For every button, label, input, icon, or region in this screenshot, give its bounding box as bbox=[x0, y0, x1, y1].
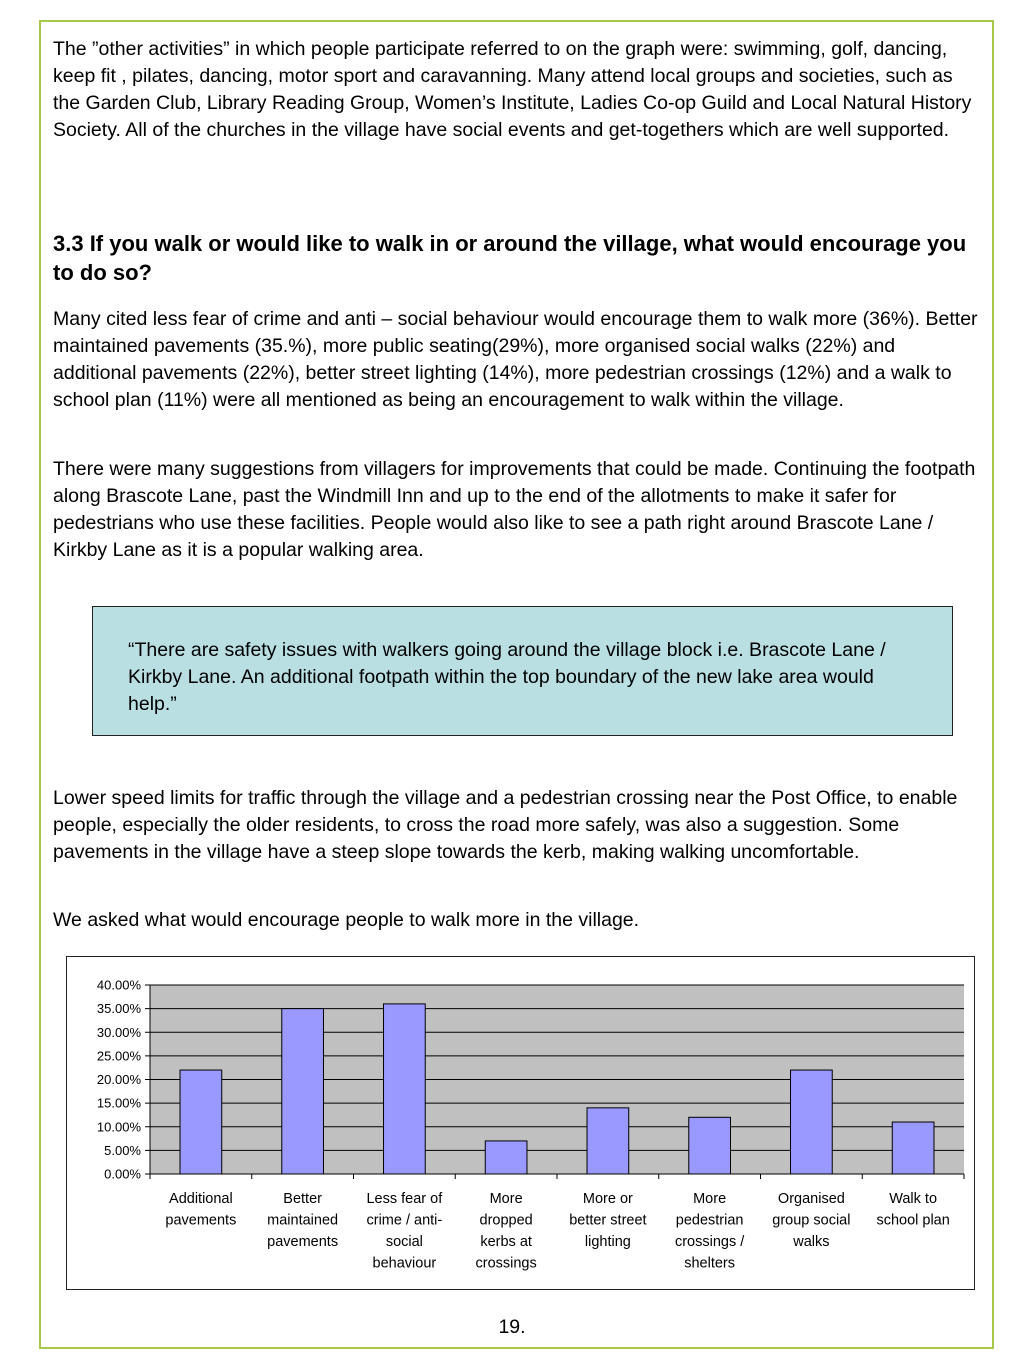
y-tick-label: 15.00% bbox=[96, 1095, 141, 1111]
x-category-label-line: school plan bbox=[876, 1212, 950, 1229]
x-category-label-line: better street bbox=[569, 1212, 647, 1229]
x-category-label-line: kerbs at bbox=[480, 1234, 532, 1250]
x-category-label bbox=[476, 1191, 537, 1272]
x-category-label bbox=[267, 1191, 338, 1250]
x-category-label-line: shelters bbox=[684, 1255, 736, 1272]
y-tick-label: 40.00% bbox=[96, 977, 141, 993]
y-tick-label: 5.00% bbox=[104, 1142, 141, 1158]
x-category-label-line: Additional bbox=[169, 1191, 233, 1207]
x-category-label-line: pedestrian bbox=[675, 1212, 744, 1229]
paragraph-walking-encouragement: Many cited less fear of crime and anti – social behaviour would encourage them to walk more (36%). Better maintained pavements (35.%), more public seating(29%), more organised social walks (22%) and additional pavements (22%), better street lighting (14%), more pedestrian crossings (12%) and a walk to school plan (11%) were all mentioned as being an encouragement to walk within the village. bbox=[53, 308, 978, 411]
y-tick-label: 10.00% bbox=[96, 1119, 141, 1135]
y-tick-label: 20.00% bbox=[96, 1072, 141, 1087]
x-category-label-line: More bbox=[489, 1191, 523, 1207]
bar bbox=[485, 1141, 527, 1174]
x-category-label bbox=[772, 1191, 850, 1250]
paragraph-speed-limits: Lower speed limits for traffic through the village and a pedestrian crossing near the Post Office, to enable people, especially the older residents, to cross the road more safely, was also a suggestion. Some pavements in the village have a steep slope towards the kerb, making walking uncomfortable. bbox=[53, 787, 958, 863]
x-category-label-line: social bbox=[385, 1234, 423, 1250]
x-category-label-line: behaviour bbox=[372, 1255, 437, 1272]
x-category-label-line: group social bbox=[772, 1212, 851, 1229]
bar bbox=[587, 1108, 629, 1174]
bar bbox=[282, 1009, 324, 1174]
page-number: 19. bbox=[498, 1316, 526, 1338]
bar bbox=[892, 1122, 934, 1174]
quote-box bbox=[92, 606, 953, 736]
x-category-label bbox=[165, 1191, 236, 1229]
x-category-label bbox=[366, 1191, 443, 1272]
x-category-label-line: walks bbox=[793, 1234, 830, 1250]
paragraph-suggestions: There were many suggestions from villagers for improvements that could be made. Continuing the footpath along Brascote Lane, past the Windmill Inn and up to the end of the allotments to make it safer for pedestrians who use these facilities. People would also like to see a path right around Brascote Lane / Kirkby Lane as it is a popular walking area. bbox=[53, 458, 976, 561]
x-category-label bbox=[675, 1191, 745, 1272]
x-category-label-line: Walk to bbox=[889, 1191, 938, 1207]
x-category-label-line: lighting bbox=[584, 1234, 631, 1250]
walking-encouragement-chart bbox=[66, 956, 975, 1290]
x-category-label-line: More or bbox=[582, 1191, 633, 1207]
x-category-label-line: Organised bbox=[777, 1191, 845, 1207]
x-category-label-line: crossings / bbox=[674, 1234, 745, 1250]
paragraph-question: We asked what would encourage people to walk more in the village. bbox=[53, 909, 640, 931]
x-category-label-line: pavements bbox=[165, 1212, 237, 1229]
bar bbox=[791, 1070, 833, 1174]
bar-chart-svg bbox=[67, 957, 976, 1291]
section-heading: 3.3 If you walk or would like to walk in or around the village, what would encourage you to do so? bbox=[53, 231, 967, 285]
x-category-label bbox=[876, 1191, 949, 1229]
intro-paragraph: The ”other activities” in which people participate referred to on the graph were: swimming, golf, dancing, keep fit , pilates, dancing, motor sport and caravanning. Many attend local groups and societies, such as the Garden Club, Library Reading Group, Women’s Institute, Ladies Co-op Guild and Local Natural History Society. All of the churches in the village have social events and get-togethers which are well supported. bbox=[53, 38, 972, 141]
x-category-label-line: Better bbox=[283, 1191, 322, 1207]
x-category-label-line: crossings bbox=[475, 1255, 537, 1272]
x-category-label-line: More bbox=[693, 1191, 727, 1207]
bar bbox=[689, 1117, 731, 1174]
x-category-label-line: crime / anti- bbox=[366, 1212, 443, 1229]
x-category-label-line: dropped bbox=[479, 1212, 533, 1229]
y-tick-label: 35.00% bbox=[96, 1001, 141, 1017]
x-category-label-line: maintained bbox=[267, 1212, 339, 1229]
x-category-label bbox=[569, 1191, 646, 1250]
bar bbox=[384, 1004, 426, 1174]
bar bbox=[180, 1070, 222, 1174]
x-category-label-line: Less fear of bbox=[366, 1191, 443, 1207]
y-tick-label: 25.00% bbox=[96, 1048, 141, 1064]
y-tick-label: 30.00% bbox=[96, 1024, 141, 1040]
x-category-label-line: pavements bbox=[267, 1234, 339, 1250]
y-tick-label: 0.00% bbox=[104, 1166, 141, 1182]
resident-quote: “There are safety issues with walkers going around the village block i.e. Brascote Lane / Kirkby Lane. An additional footpath within the top boundary of the new lake area would help.” bbox=[128, 639, 886, 715]
